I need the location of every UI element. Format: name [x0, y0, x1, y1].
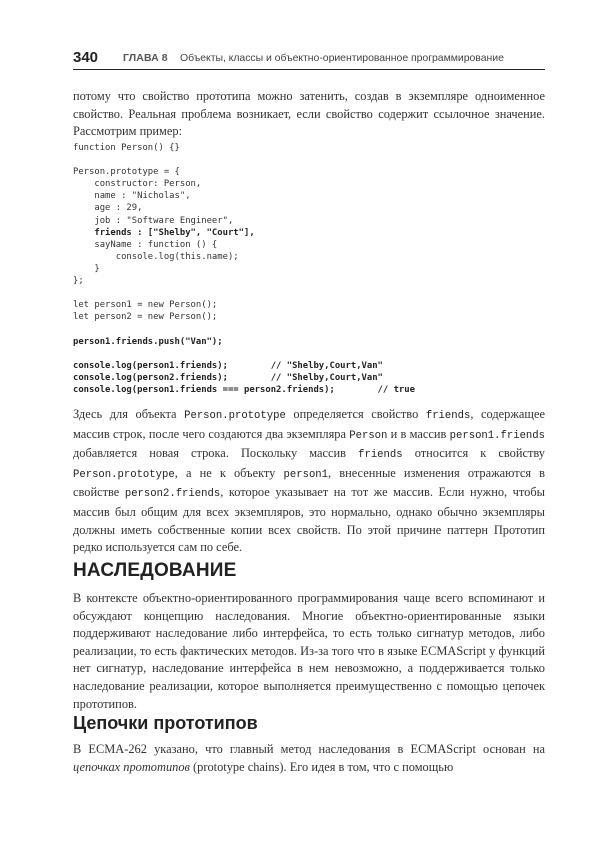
code-line: name : "Nicholas",: [73, 191, 191, 202]
paragraph-text: , которое указывает на тот же массив. Если нужно, чтобы массив был общим для всех экземпляров, это нормально, однако обычно экземпляры должны иметь собственные копии всех свойств. По этой причине паттерн Прототип редко используется сам по себе.: [73, 485, 545, 555]
inline-code: Person.prototype: [73, 468, 175, 481]
section-heading-prototype-chains: Цепочки прототипов: [73, 713, 258, 733]
inline-code: friends: [425, 410, 471, 422]
code-line: console.log(person1.friends); // "Shelby,Court,Van": [73, 360, 383, 371]
code-line: person1.friends.push("Van");: [73, 336, 223, 347]
chapter-title: Объекты, классы и объектно-ориентированное программирование: [180, 52, 504, 64]
code-line: console.log(person1.friends === person2.friends); // true: [73, 384, 415, 395]
paragraph-text-after: (prototype chains). Его идея в том, что с помощью: [189, 759, 454, 774]
code-line: job : "Software Engineer",: [73, 215, 234, 226]
code-line: friends : ["Shelby", "Court"],: [73, 227, 255, 238]
inheritance-paragraph: В контексте объектно-ориентированного программирования чаще всего вспоминают и обсуждают концепцию наследования. Многие объектно-ориентированные языки поддерживают наследование либо интерфейса, то есть только сигнатур методов, либо реализации, то есть фактических методов. Из-за того что в языке ECMAScript у функций нет сигнатур, наследование интерфейса в нем невозможно, а поддерживается только наследование реализации, которое выполняется преимущественно с помощью цепочек прототипов.: [73, 591, 545, 711]
code-listing: [73, 142, 415, 396]
code-line: console.log(person2.friends); // "Shelby,Court,Van": [73, 372, 383, 383]
inline-code: person2.friends: [124, 488, 221, 501]
paragraph-text: определяется свойство: [285, 407, 426, 421]
code-line: age : 29,: [73, 203, 143, 214]
code-line: [73, 287, 415, 299]
code-line: [73, 154, 415, 166]
paragraph-text: и в массив: [387, 426, 450, 441]
code-line: function Person() {}: [73, 143, 180, 153]
paragraph-text: Здесь для объекта: [73, 407, 185, 421]
code-line: [73, 348, 415, 360]
paragraph-text-before: В ECMA-262 указано, что главный метод наследования в ECMAScript основан на: [73, 742, 545, 756]
paragraph-text: , а не к объекту: [174, 465, 284, 480]
code-line: };: [73, 276, 84, 287]
intro-paragraph: потому что свойство прототипа можно затенить, создав в экземпляре одноименное свойство. Реальная проблема возникает, если свойство содержит ссылочное значение. Рассмотрим пример:: [73, 89, 545, 139]
code-line: }: [73, 263, 100, 274]
page-number: 340: [73, 49, 99, 66]
section-heading-inheritance: НАСЛЕДОВАНИЕ: [73, 560, 237, 581]
prototype-chains-paragraph: [73, 741, 545, 776]
paragraph-text: , содержащее массив строк, после чего создаются два экземпляра: [73, 407, 545, 441]
inline-code: person1.friends: [449, 429, 545, 442]
code-line: sayName : function () {: [73, 239, 218, 250]
code-line: [73, 323, 415, 335]
code-line: console.log(this.name);: [73, 251, 239, 262]
paragraph-text: , внесенные изменения отражаются в свойстве: [73, 465, 546, 500]
inline-code: person1: [283, 468, 329, 481]
inline-code: Person.prototype: [184, 410, 286, 422]
running-head: [73, 47, 545, 70]
inline-code: Person: [349, 429, 388, 442]
chapter-label: ГЛАВА 8: [123, 52, 168, 64]
paragraph-text: добавляется новая строка. Поскольку массив: [73, 446, 359, 461]
code-line: let person1 = new Person();: [73, 300, 218, 311]
emphasis-term: цепочках прототипов: [73, 759, 190, 774]
code-line: let person2 = new Person();: [73, 312, 218, 323]
code-line: Person.prototype = {: [73, 167, 180, 178]
inline-code: friends: [358, 449, 403, 462]
code-line: constructor: Person,: [73, 179, 202, 190]
paragraph-text: относится к свойству: [402, 446, 545, 461]
explanation-paragraph: [73, 406, 545, 557]
